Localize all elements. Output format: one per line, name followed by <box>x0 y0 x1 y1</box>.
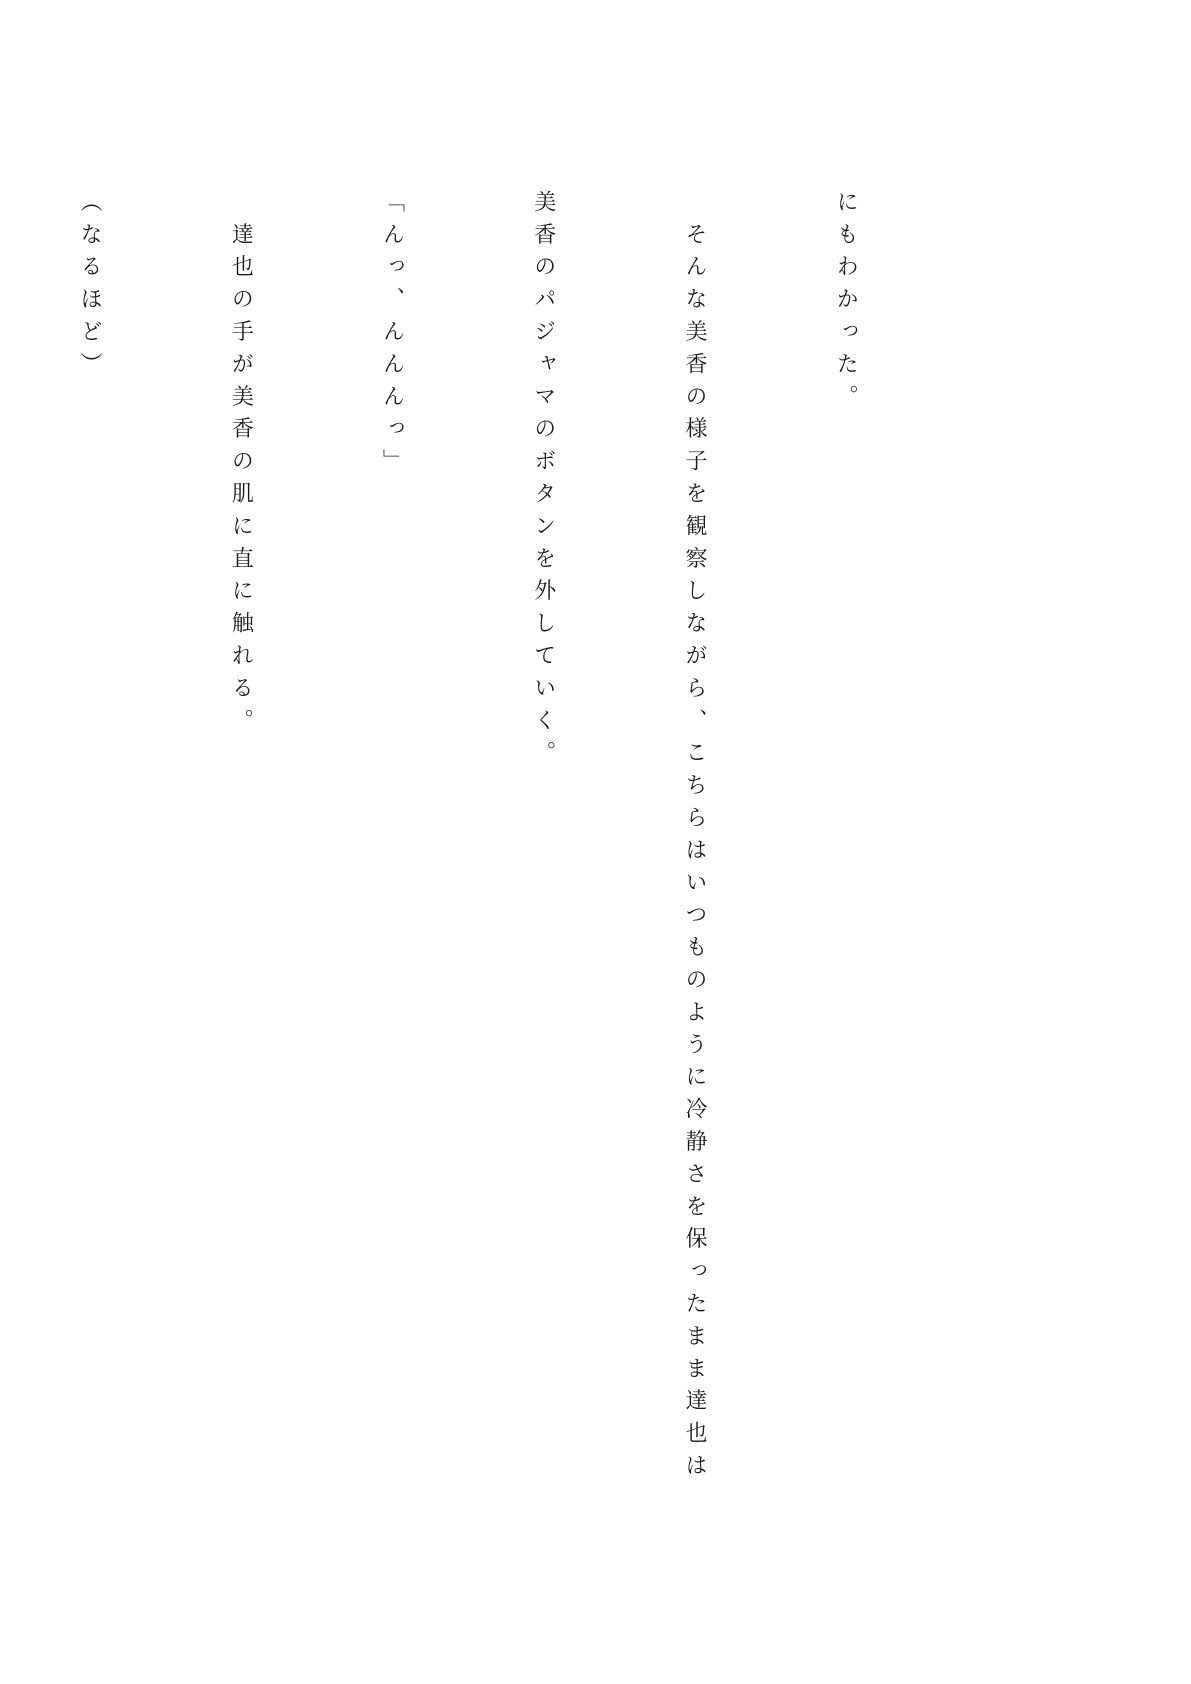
novel-text-column <box>0 190 971 1550</box>
text-line: 美香のパジャマのボタンを外していく。 <box>530 190 556 774</box>
text-line: （なるほど） <box>77 190 103 385</box>
text-line: 「んっ、んんんっ」 <box>379 190 405 482</box>
text-line: そんな美香の様子を観察しながら、こちらはいつものように冷静さを保ったまま達也は <box>681 190 707 1486</box>
text-line: 達也の手が美香の肌に直に触れる。 <box>228 190 254 741</box>
text-line: にもわかった。 <box>833 190 859 417</box>
